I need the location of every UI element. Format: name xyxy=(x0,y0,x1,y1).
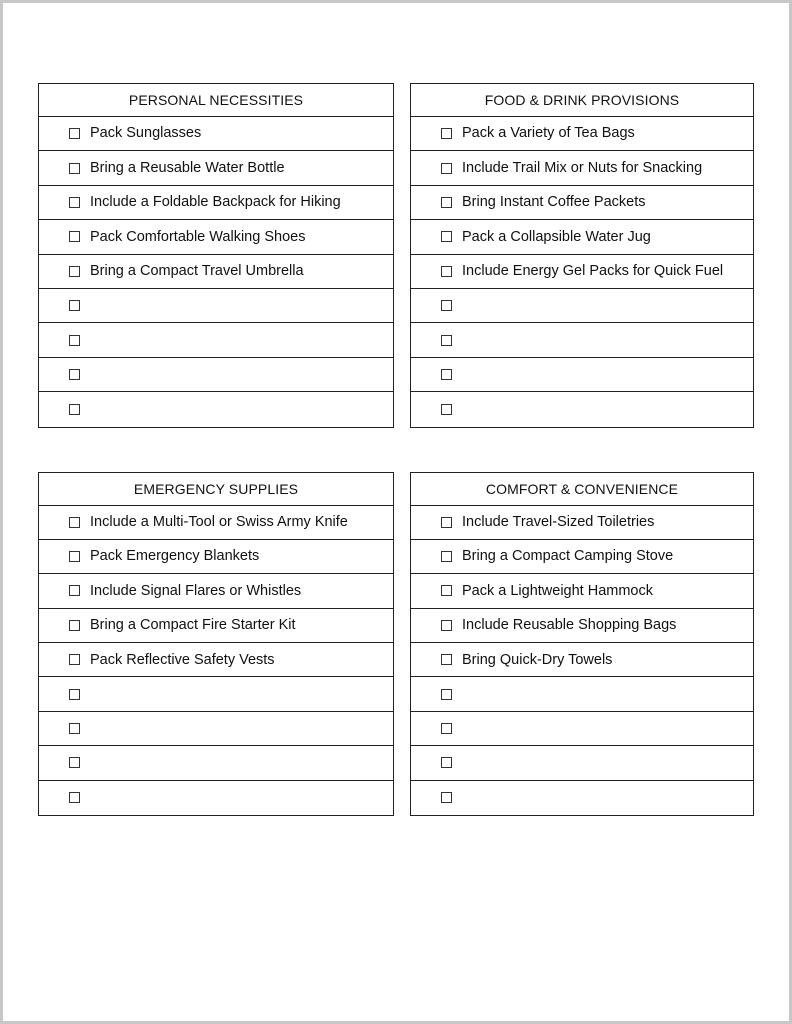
checklist-row-empty xyxy=(39,781,393,815)
checkbox[interactable] xyxy=(441,654,452,665)
checklist-row xyxy=(411,643,753,677)
checklist-item-label: Pack a Variety of Tea Bags xyxy=(462,125,635,142)
checkbox[interactable] xyxy=(441,551,452,562)
checklist-row xyxy=(39,151,393,185)
checklist-row-empty xyxy=(411,712,753,746)
section-title: COMFORT & CONVENIENCE xyxy=(411,473,753,506)
checklist-row xyxy=(39,506,393,540)
checkbox[interactable] xyxy=(441,266,452,277)
checkbox[interactable] xyxy=(69,369,80,380)
checkbox[interactable] xyxy=(69,163,80,174)
checkbox[interactable] xyxy=(441,620,452,631)
checklist-item-label: Bring a Compact Camping Stove xyxy=(462,548,674,565)
checkbox[interactable] xyxy=(441,197,452,208)
checkbox[interactable] xyxy=(69,585,80,596)
checkbox[interactable] xyxy=(441,689,452,700)
checklist-item-label: Pack Reflective Safety Vests xyxy=(90,651,275,668)
checklist-row-empty xyxy=(39,746,393,780)
checklist-item-label: Bring a Reusable Water Bottle xyxy=(90,159,285,176)
checklist-row xyxy=(39,186,393,220)
checklist-row-empty xyxy=(39,677,393,711)
checklist-row xyxy=(411,151,753,185)
checklist-row-empty xyxy=(411,392,753,426)
checkbox[interactable] xyxy=(69,792,80,803)
checklist-row-empty xyxy=(411,323,753,357)
checkbox[interactable] xyxy=(69,654,80,665)
checklist-row xyxy=(411,609,753,643)
section-personal-necessities xyxy=(38,83,394,428)
checkbox[interactable] xyxy=(441,163,452,174)
checklist-item-label: Pack Emergency Blankets xyxy=(90,548,260,565)
checklist-row-empty xyxy=(411,746,753,780)
checklist-item-label: Pack Sunglasses xyxy=(90,125,202,142)
checklist-item-label: Include Signal Flares or Whistles xyxy=(90,582,302,599)
checklist-row xyxy=(39,255,393,289)
checklist-row xyxy=(411,117,753,151)
checkbox[interactable] xyxy=(441,404,452,415)
checklist-row xyxy=(39,117,393,151)
checklist-item-label: Pack a Lightweight Hammock xyxy=(462,582,653,599)
checkbox[interactable] xyxy=(441,300,452,311)
checkbox[interactable] xyxy=(69,723,80,734)
checklist-row-empty xyxy=(39,392,393,426)
section-comfort-convenience xyxy=(410,472,754,817)
checkbox[interactable] xyxy=(441,723,452,734)
checkbox[interactable] xyxy=(441,231,452,242)
checklist-item-label: Bring a Compact Travel Umbrella xyxy=(90,263,304,279)
checklist-item-label: Pack Comfortable Walking Shoes xyxy=(90,228,306,245)
checklist-row xyxy=(39,609,393,643)
checklist-row-empty xyxy=(411,781,753,815)
checkbox[interactable] xyxy=(69,757,80,768)
section-title: EMERGENCY SUPPLIES xyxy=(39,473,393,506)
section-emergency-supplies xyxy=(38,472,394,817)
checkbox[interactable] xyxy=(69,404,80,415)
checklist-row xyxy=(411,220,753,254)
checklist-row xyxy=(411,540,753,574)
checkbox[interactable] xyxy=(69,551,80,562)
checkbox[interactable] xyxy=(441,757,452,768)
checklist-item-label: Pack a Collapsible Water Jug xyxy=(462,228,651,245)
section-title: PERSONAL NECESSITIES xyxy=(39,84,393,117)
checklist-row-empty xyxy=(39,712,393,746)
checklist-item-label: Include Travel-Sized Toiletries xyxy=(462,513,655,530)
checkbox[interactable] xyxy=(69,689,80,700)
checklist-row-empty xyxy=(39,323,393,357)
section-title: FOOD & DRINK PROVISIONS xyxy=(411,84,753,117)
checklist-item-label: Bring Quick-Dry Towels xyxy=(462,651,613,668)
section-food-drink-provisions xyxy=(410,83,754,428)
checklist-item-label: Include Energy Gel Packs for Quick Fuel xyxy=(462,263,724,279)
checkbox[interactable] xyxy=(69,335,80,346)
checkbox[interactable] xyxy=(441,792,452,803)
checklist-item-label: Bring a Compact Fire Starter Kit xyxy=(90,617,296,634)
checklist-row xyxy=(411,506,753,540)
checklist-row xyxy=(39,574,393,608)
checklist-item-label: Include a Foldable Backpack for Hiking xyxy=(90,194,341,211)
checkbox[interactable] xyxy=(441,369,452,380)
checkbox[interactable] xyxy=(441,128,452,139)
checkbox[interactable] xyxy=(69,517,80,528)
checklist-item-label: Bring Instant Coffee Packets xyxy=(462,194,646,211)
checklist-row-empty xyxy=(411,677,753,711)
checklist-row-empty xyxy=(39,358,393,392)
checkbox[interactable] xyxy=(69,197,80,208)
checkbox[interactable] xyxy=(441,517,452,528)
checklist-sections xyxy=(38,83,758,816)
checkbox[interactable] xyxy=(441,335,452,346)
checklist-item-label: Include a Multi-Tool or Swiss Army Knife xyxy=(90,513,348,530)
checklist-item-label: Include Reusable Shopping Bags xyxy=(462,617,677,634)
checklist-row-empty xyxy=(411,358,753,392)
checklist-row xyxy=(39,220,393,254)
checkbox[interactable] xyxy=(441,585,452,596)
checklist-row xyxy=(39,540,393,574)
checklist-row xyxy=(411,574,753,608)
checklist-row xyxy=(411,186,753,220)
checklist-row xyxy=(39,643,393,677)
checklist-item-label: Include Trail Mix or Nuts for Snacking xyxy=(462,159,703,176)
checklist-row xyxy=(411,255,753,289)
checkbox[interactable] xyxy=(69,128,80,139)
checkbox[interactable] xyxy=(69,300,80,311)
checkbox[interactable] xyxy=(69,231,80,242)
checkbox[interactable] xyxy=(69,266,80,277)
checklist-row-empty xyxy=(411,289,753,323)
checklist-row-empty xyxy=(39,289,393,323)
checkbox[interactable] xyxy=(69,620,80,631)
